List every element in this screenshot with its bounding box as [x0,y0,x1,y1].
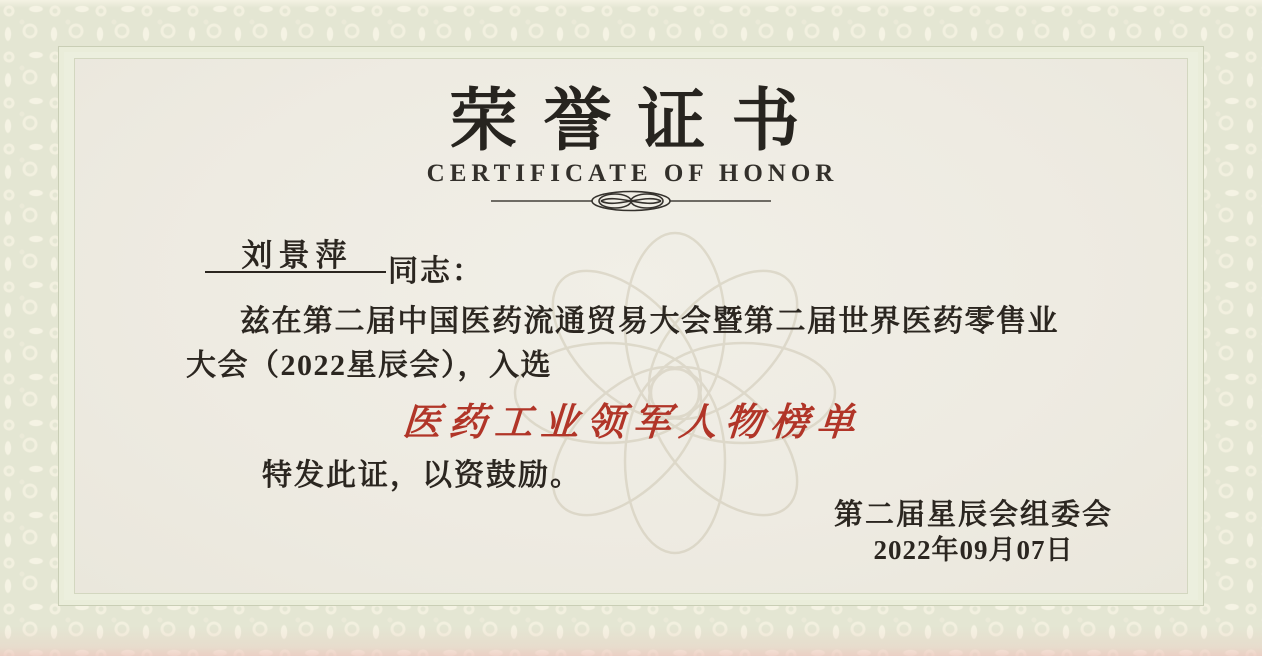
signature-block [834,499,1113,565]
salutation-label: 同志： [388,255,484,288]
recipient-name: 刘景萍 [205,240,386,273]
award-title: 医药工业领军人物榜单 [401,402,865,444]
page-title: 荣誉证书 [449,83,826,159]
issuer-signature: 第二届星辰会组委会 [833,499,1113,531]
closing-line: 特发此证，以资鼓励。 [262,459,582,492]
issue-date: 2022年09月07日 [873,535,1074,565]
body-line-1: 兹在第二届中国医药流通贸易大会暨第二届世界医药零售业 [240,305,1059,338]
body-line-2: 大会（2022星辰会），入选 [186,349,552,382]
page-subtitle: CERTIFICATE OF HONOR [426,160,839,187]
divider-ornament-icon [489,190,773,212]
